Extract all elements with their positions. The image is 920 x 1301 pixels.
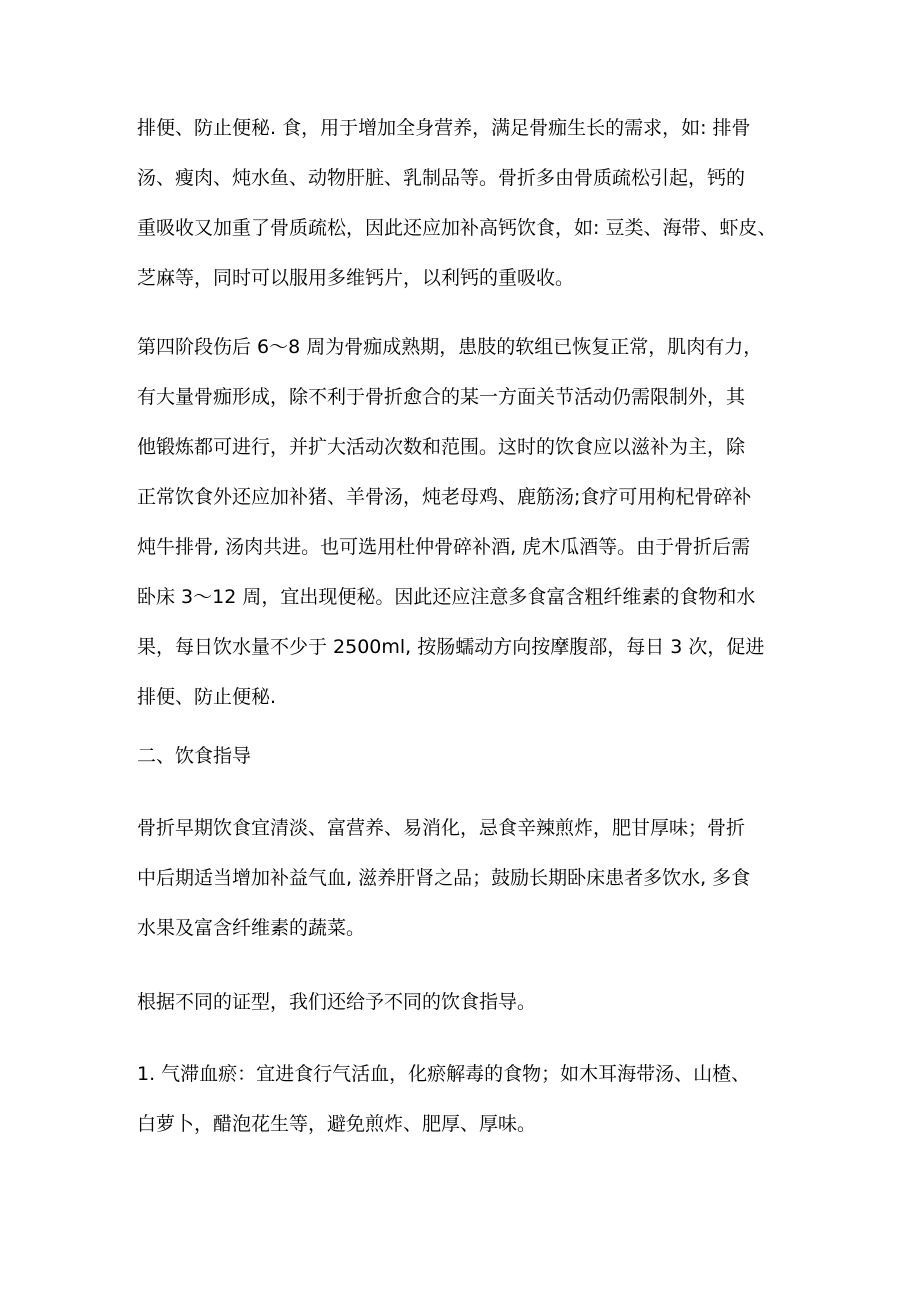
text-line: 汤、瘦肉、炖水鱼、动物肝脏、乳制品等。骨折多由骨质疏松引起，钙的 bbox=[137, 167, 746, 189]
text-line: 水果及富含纤维素的蔬菜。 bbox=[137, 917, 366, 939]
text-line: 卧床 3～12 周，宜出现便秘。因此还应注意多食富含粗纤维素的食物和水 bbox=[137, 586, 756, 608]
text-line: 白萝卜，醋泡花生等，避免煎炸、肥厚、厚味。 bbox=[137, 1113, 537, 1135]
continuation-paragraph bbox=[137, 110, 817, 297]
text-line: 芝麻等，同时可以服用多维钙片，以利钙的重吸收。 bbox=[137, 267, 575, 289]
stage-four-paragraph bbox=[137, 329, 817, 716]
heading-text: 二、饮食指导 bbox=[137, 745, 252, 767]
syndrome-intro-paragraph bbox=[137, 984, 817, 1021]
text-line: 排便、防止便秘. bbox=[137, 686, 277, 708]
text-line: 1. 气滞血瘀：宜进食行气活血，化瘀解毒的食物；如木耳海带汤、山楂、 bbox=[137, 1063, 751, 1085]
qi-stagnation-paragraph bbox=[137, 1056, 817, 1143]
text-line: 有大量骨痂形成，除不利于骨折愈合的某一方面关节活动仍需限制外，其 bbox=[137, 386, 746, 408]
text-line: 第四阶段伤后 6～8 周为骨痂成熟期，患肢的软组已恢复正常，肌肉有力， bbox=[137, 336, 763, 358]
text-line: 他锻炼都可进行，并扩大活动次数和范围。这时的饮食应以滋补为主，除 bbox=[137, 436, 746, 458]
text-line: 骨折早期饮食宜清淡、富营养、易消化，忌食辛辣煎炸，肥甘厚味；骨折 bbox=[137, 817, 746, 839]
text-line: 中后期适当增加补益气血, 滋养肝肾之品；鼓励长期卧床患者多饮水, 多食 bbox=[137, 867, 751, 889]
text-line: 排便、防止便秘. 食，用于增加全身营养，满足骨痂生长的需求，如: 排骨 bbox=[137, 117, 751, 139]
diet-guidance-paragraph bbox=[137, 810, 817, 947]
text-line: 炖牛排骨, 汤肉共进。也可选用杜仲骨碎补酒, 虎木瓜酒等。由于骨折后需 bbox=[137, 536, 751, 558]
text-line: 根据不同的证型，我们还给予不同的饮食指导。 bbox=[137, 991, 537, 1013]
text-line: 正常饮食外还应加补猪、羊骨汤，炖老母鸡、鹿筋汤;食疗可用枸杞骨碎补 bbox=[137, 486, 752, 508]
text-line: 重吸收又加重了骨质疏松，因此还应加补高钙饮食，如: 豆类、海带、虾皮、 bbox=[137, 217, 777, 239]
text-line: 果，每日饮水量不少于 2500ml, 按肠蠕动方向按摩腹部，每日 3 次，促进 bbox=[137, 636, 765, 658]
section-heading bbox=[137, 738, 817, 775]
